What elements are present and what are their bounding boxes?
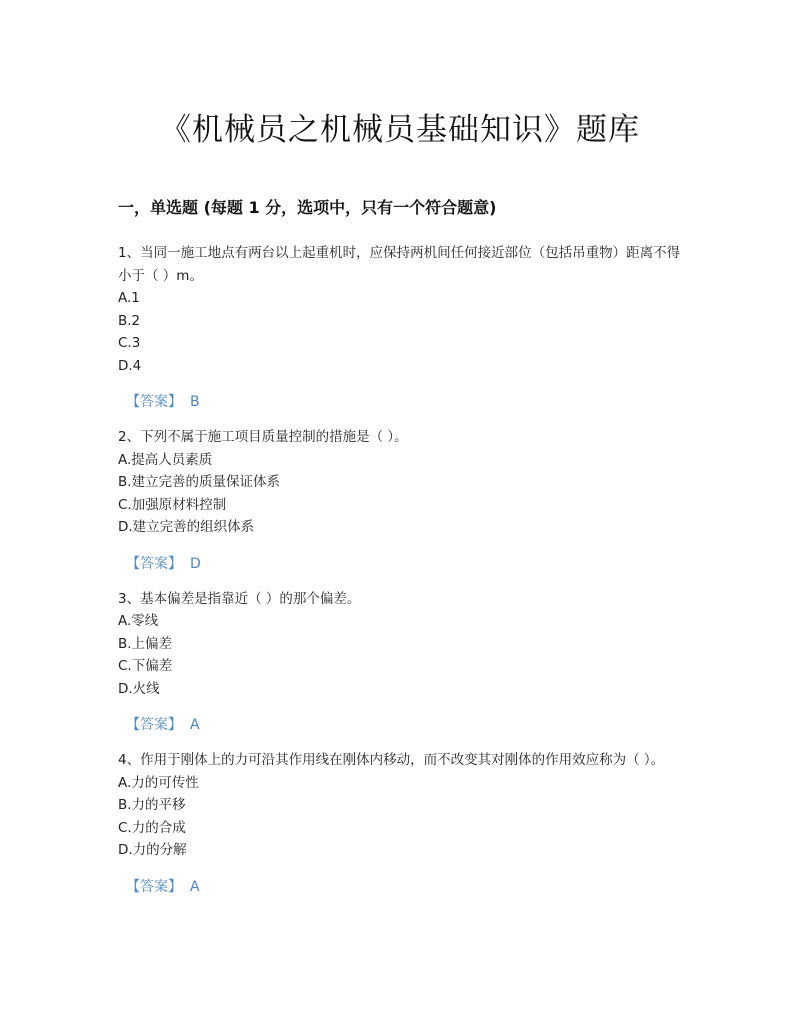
option-list: [118, 772, 684, 862]
option-b: B.力的平移: [118, 797, 186, 813]
answer-row: [118, 391, 684, 413]
option-d: D.建立完善的组织体系: [118, 519, 255, 535]
option-b: B.2: [118, 312, 141, 329]
question-1: [118, 242, 684, 413]
question-3: [118, 588, 684, 737]
question-2: [118, 426, 684, 575]
question-stem: 2、下列不属于施工项目质量控制的措施是（ ）。: [118, 429, 408, 445]
option-a: A.提高人员素质: [118, 451, 213, 468]
option-list: [118, 449, 684, 539]
answer-value: A: [190, 878, 200, 895]
question-stem: 3、基本偏差是指靠近（ ）的那个偏差。: [118, 590, 361, 607]
option-b: B.上偏差: [118, 635, 173, 652]
option-c: C.力的合成: [118, 819, 186, 836]
option-c: C.加强原材料控制: [118, 496, 227, 513]
answer-row: [118, 876, 684, 898]
option-a: A.力的可传性: [118, 774, 199, 791]
section-heading: 一，单选题 (每题 1 分，选项中，只有一个符合题意): [118, 198, 497, 217]
option-d: D.火线: [118, 680, 160, 697]
question-list: [118, 242, 684, 911]
question-stem: 4、作用于刚体上的力可沿其作用线在刚体内移动，而不改变其对刚体的作用效应称为（ ）。: [118, 752, 665, 768]
option-a: A.1: [118, 290, 140, 306]
answer-label: 【答案】: [126, 878, 182, 895]
answer-label: 【答案】: [126, 555, 182, 572]
answer-value: A: [190, 717, 200, 733]
option-c: C.3: [118, 335, 141, 351]
option-a: A.零线: [118, 613, 159, 629]
answer-label: 【答案】: [126, 717, 182, 733]
question-stem: 1、当同一施工地点有两台以上起重机时，应保持两机间任何接近部位（包括吊重物）距离不得小于（ ）m。: [118, 245, 681, 284]
answer-row: [118, 714, 684, 736]
option-list: [118, 610, 684, 700]
question-4: [118, 749, 684, 898]
option-d: D.4: [118, 357, 142, 374]
option-b: B.建立完善的质量保证体系: [118, 474, 281, 490]
answer-value: D: [190, 555, 201, 572]
option-c: C.下偏差: [118, 658, 173, 674]
document-title: 《机械员之机械员基础知识》题库: [160, 112, 640, 148]
option-list: [118, 287, 684, 377]
option-d: D.力的分解: [118, 842, 187, 858]
answer-value: B: [190, 394, 200, 410]
answer-label: 【答案】: [126, 394, 182, 410]
answer-row: [118, 553, 684, 575]
